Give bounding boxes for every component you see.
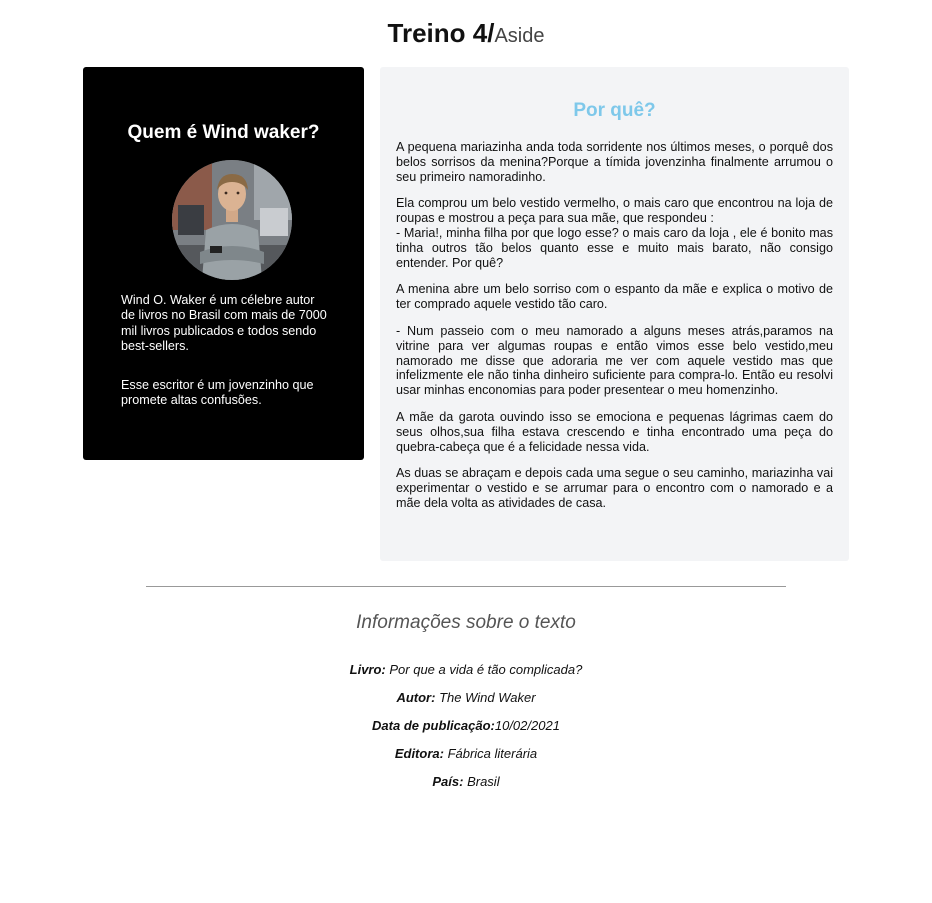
info-list bbox=[0, 662, 932, 802]
info-row-livro bbox=[0, 662, 932, 690]
story-text bbox=[396, 140, 833, 523]
info-label: Editora: bbox=[394, 746, 444, 761]
info-value: Brasil bbox=[463, 774, 500, 789]
author-aside bbox=[83, 67, 364, 460]
story-heading: Por quê? bbox=[573, 100, 656, 121]
story-main bbox=[380, 67, 849, 561]
story-paragraph: Ela comprou um belo vestido vermelho, o mais caro que encontrou na loja de roupas e mostrou a peça para sua mãe, que respondeu : - Maria!, minha filha por que logo esse? o mais caro da loja , ele é bonito mas tinha outros tão belos quanto esse e muito mais barato, não consigo entender. Por quê? bbox=[396, 196, 833, 270]
story-paragraph: As duas se abraçam e depois cada uma segue o seu caminho, mariazinha vai experimentar o vestido e se arrumar para o encontro com o namorado e a mãe dela volta as atividades de casa. bbox=[396, 466, 833, 510]
info-label: Autor: bbox=[396, 690, 436, 705]
info-heading: Informações sobre o texto bbox=[356, 612, 576, 633]
info-row-data bbox=[0, 718, 932, 746]
story-paragraph: - Num passeio com o meu namorado a alguns meses atrás,paramos na vitrine para ver algumas roupas e então vimos esse belo vestido,meu namorado me disse que adoraria me ver com aquele vestido mas que infelizmente ele não tinha dinheiro suficiente para compra-lo. Então eu resolvi usar minhas enconomias para poder presentear o meu homenzinho. bbox=[396, 323, 833, 398]
info-value: The Wind Waker bbox=[435, 690, 536, 705]
page-subtitle: Aside bbox=[494, 25, 545, 47]
info-value: Por que a vida é tão complicada? bbox=[385, 662, 583, 677]
info-row-pais bbox=[0, 774, 932, 802]
author-photo-image bbox=[172, 160, 292, 280]
story-paragraph: A mãe da garota ouvindo isso se emociona e pequenas lágrimas caem do seus olhos,sua filha estava crescendo e tinha encontrado uma peça do quebra-cabeça que é a felicidade nessa vida. bbox=[396, 409, 833, 454]
story-paragraph: A pequena mariazinha anda toda sorridente nos últimos meses, o porquê dos belos sorrisos da menina?Porque a tímida jovenzinha finalmente arrumou o seu primeiro namoradinho. bbox=[396, 140, 833, 184]
info-value: 10/02/2021 bbox=[494, 718, 560, 733]
author-tagline: Esse escritor é um jovenzinho que promete altas confusões. bbox=[121, 378, 314, 408]
info-value: Fábrica literária bbox=[443, 746, 538, 761]
info-label: Data de publicação: bbox=[372, 718, 495, 733]
author-photo bbox=[172, 160, 292, 280]
aside-title: Quem é Wind waker? bbox=[127, 122, 320, 143]
info-label: País: bbox=[432, 774, 464, 789]
page-title: Treino 4/ bbox=[387, 18, 495, 48]
page-header bbox=[0, 18, 932, 49]
info-row-autor bbox=[0, 690, 932, 718]
info-row-editora bbox=[0, 746, 932, 774]
section-divider bbox=[146, 586, 786, 587]
story-paragraph: A menina abre um belo sorriso com o espanto da mãe e explica o motivo de ter comprado aquele vestido tão caro. bbox=[396, 282, 833, 312]
info-label: Livro: bbox=[349, 662, 386, 677]
author-bio: Wind O. Waker é um célebre autor de livros no Brasil com mais de 7000 mil livros publicados e todos sendo best-sellers. bbox=[121, 293, 327, 353]
